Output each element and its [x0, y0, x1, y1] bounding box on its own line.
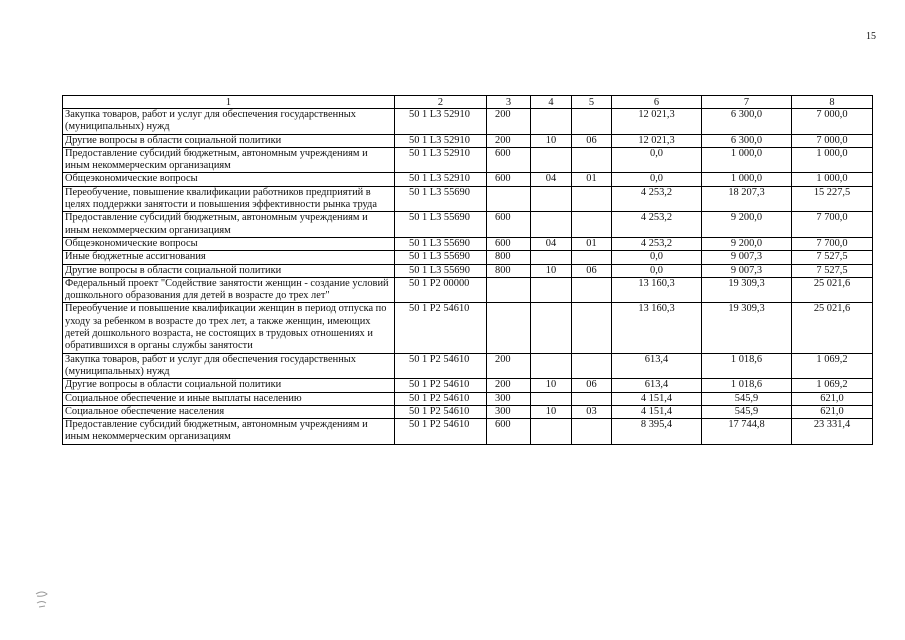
budget-table — [62, 95, 873, 445]
section-cell — [531, 392, 572, 405]
amount-3-cell: 25 021,6 — [792, 303, 873, 353]
target-article-cell: 50 1 P2 54610 — [395, 405, 487, 418]
amount-2-cell: 1 000,0 — [702, 147, 792, 173]
subsection-cell — [572, 147, 612, 173]
target-article-cell: 50 1 P2 54610 — [395, 303, 487, 353]
table-row — [63, 277, 873, 303]
section-cell: 04 — [531, 173, 572, 186]
section-cell: 10 — [531, 264, 572, 277]
subsection-cell — [572, 353, 612, 379]
section-cell: 10 — [531, 134, 572, 147]
expense-type-cell: 300 — [487, 405, 531, 418]
amount-2-cell: 18 207,3 — [702, 186, 792, 212]
expense-type-cell: 600 — [487, 173, 531, 186]
amount-3-cell: 7 527,5 — [792, 251, 873, 264]
subsection-cell: 06 — [572, 379, 612, 392]
subsection-cell — [572, 186, 612, 212]
row-name-cell: Федеральный проект "Содействие занятости женщин - создание условий дошкольного образования для детей в возрасте до трех лет" — [63, 277, 395, 303]
expense-type-cell — [487, 277, 531, 303]
amount-2-cell: 6 300,0 — [702, 134, 792, 147]
amount-1-cell: 0,0 — [612, 147, 702, 173]
amount-1-cell: 8 395,4 — [612, 419, 702, 445]
section-cell — [531, 251, 572, 264]
amount-2-cell: 545,9 — [702, 392, 792, 405]
scan-mark — [34, 590, 50, 612]
column-header-7: 7 — [702, 96, 792, 109]
amount-2-cell: 9 007,3 — [702, 251, 792, 264]
page-number: 15 — [866, 31, 876, 42]
target-article-cell: 50 1 P2 00000 — [395, 277, 487, 303]
amount-3-cell: 7 700,0 — [792, 212, 873, 238]
row-name-cell: Иные бюджетные ассигнования — [63, 251, 395, 264]
expense-type-cell: 200 — [487, 109, 531, 135]
amount-2-cell: 1 018,6 — [702, 353, 792, 379]
target-article-cell: 50 1 L3 55690 — [395, 212, 487, 238]
amount-2-cell: 9 200,0 — [702, 212, 792, 238]
table-row — [63, 186, 873, 212]
section-cell — [531, 186, 572, 212]
section-cell — [531, 277, 572, 303]
table-row — [63, 134, 873, 147]
amount-2-cell: 1 000,0 — [702, 173, 792, 186]
table-row — [63, 237, 873, 250]
expense-type-cell — [487, 186, 531, 212]
row-name-cell: Социальное обеспечение и иные выплаты населению — [63, 392, 395, 405]
row-name-cell: Общеэкономические вопросы — [63, 173, 395, 186]
amount-3-cell: 621,0 — [792, 405, 873, 418]
amount-3-cell: 1 069,2 — [792, 379, 873, 392]
amount-1-cell: 0,0 — [612, 251, 702, 264]
amount-2-cell: 19 309,3 — [702, 277, 792, 303]
amount-2-cell: 9 007,3 — [702, 264, 792, 277]
row-name-cell: Закупка товаров, работ и услуг для обеспечения государственных (муниципальных) нужд — [63, 109, 395, 135]
column-header-4: 4 — [531, 96, 572, 109]
section-cell: 10 — [531, 405, 572, 418]
target-article-cell: 50 1 L3 55690 — [395, 237, 487, 250]
amount-1-cell: 4 151,4 — [612, 405, 702, 418]
expense-type-cell: 600 — [487, 147, 531, 173]
row-name-cell: Переобучение и повышение квалификации женщин в период отпуска по уходу за ребенком в возрасте до трех лет, а также женщин, имеющих детей дошкольного возраста, не состоящих в трудовых отношениях и обратившихся в органы службы занятости — [63, 303, 395, 353]
amount-1-cell: 0,0 — [612, 173, 702, 186]
amount-1-cell: 4 253,2 — [612, 212, 702, 238]
amount-2-cell: 545,9 — [702, 405, 792, 418]
amount-1-cell: 0,0 — [612, 264, 702, 277]
row-name-cell: Предоставление субсидий бюджетным, автономным учреждениям и иным некоммерческим организациям — [63, 147, 395, 173]
section-cell — [531, 147, 572, 173]
section-cell: 04 — [531, 237, 572, 250]
row-name-cell: Закупка товаров, работ и услуг для обеспечения государственных (муниципальных) нужд — [63, 353, 395, 379]
subsection-cell — [572, 212, 612, 238]
amount-2-cell: 19 309,3 — [702, 303, 792, 353]
table-row — [63, 251, 873, 264]
expense-type-cell: 600 — [487, 237, 531, 250]
subsection-cell: 06 — [572, 264, 612, 277]
row-name-cell: Другие вопросы в области социальной политики — [63, 379, 395, 392]
expense-type-cell — [487, 303, 531, 353]
table-row — [63, 173, 873, 186]
row-name-cell: Другие вопросы в области социальной политики — [63, 134, 395, 147]
table-row — [63, 264, 873, 277]
column-header-3: 3 — [487, 96, 531, 109]
subsection-cell — [572, 303, 612, 353]
amount-1-cell: 4 253,2 — [612, 186, 702, 212]
column-header-2: 2 — [395, 96, 487, 109]
target-article-cell: 50 1 L3 52910 — [395, 134, 487, 147]
amount-3-cell: 25 021,6 — [792, 277, 873, 303]
section-cell — [531, 353, 572, 379]
row-name-cell: Другие вопросы в области социальной политики — [63, 264, 395, 277]
table-row — [63, 405, 873, 418]
expense-type-cell: 300 — [487, 392, 531, 405]
table-row — [63, 379, 873, 392]
target-article-cell: 50 1 P2 54610 — [395, 379, 487, 392]
amount-3-cell: 15 227,5 — [792, 186, 873, 212]
amount-3-cell: 1 000,0 — [792, 173, 873, 186]
subsection-cell — [572, 392, 612, 405]
row-name-cell: Предоставление субсидий бюджетным, автономным учреждениям и иным некоммерческим организациям — [63, 419, 395, 445]
expense-type-cell: 600 — [487, 212, 531, 238]
subsection-cell: 03 — [572, 405, 612, 418]
row-name-cell: Переобучение, повышение квалификации работников предприятий в целях поддержки занятости и повышения эффективности рынка труда — [63, 186, 395, 212]
amount-3-cell: 7 000,0 — [792, 109, 873, 135]
amount-3-cell: 23 331,4 — [792, 419, 873, 445]
target-article-cell: 50 1 L3 52910 — [395, 109, 487, 135]
expense-type-cell: 800 — [487, 251, 531, 264]
subsection-cell: 06 — [572, 134, 612, 147]
section-cell — [531, 109, 572, 135]
expense-type-cell: 600 — [487, 419, 531, 445]
amount-3-cell: 7 700,0 — [792, 237, 873, 250]
amount-2-cell: 9 200,0 — [702, 237, 792, 250]
target-article-cell: 50 1 P2 54610 — [395, 419, 487, 445]
target-article-cell: 50 1 L3 55690 — [395, 264, 487, 277]
column-header-6: 6 — [612, 96, 702, 109]
table-row — [63, 392, 873, 405]
header-row — [63, 96, 873, 109]
table-row — [63, 303, 873, 353]
table-row — [63, 212, 873, 238]
subsection-cell — [572, 109, 612, 135]
amount-2-cell: 6 300,0 — [702, 109, 792, 135]
amount-1-cell: 13 160,3 — [612, 303, 702, 353]
target-article-cell: 50 1 L3 52910 — [395, 173, 487, 186]
target-article-cell: 50 1 L3 52910 — [395, 147, 487, 173]
amount-3-cell: 621,0 — [792, 392, 873, 405]
expense-type-cell: 200 — [487, 134, 531, 147]
amount-1-cell: 12 021,3 — [612, 109, 702, 135]
amount-3-cell: 7 527,5 — [792, 264, 873, 277]
row-name-cell: Социальное обеспечение населения — [63, 405, 395, 418]
column-header-5: 5 — [572, 96, 612, 109]
section-cell — [531, 419, 572, 445]
section-cell — [531, 303, 572, 353]
subsection-cell: 01 — [572, 237, 612, 250]
target-article-cell: 50 1 P2 54610 — [395, 392, 487, 405]
amount-1-cell: 613,4 — [612, 379, 702, 392]
table-body — [63, 109, 873, 445]
target-article-cell: 50 1 L3 55690 — [395, 251, 487, 264]
subsection-cell — [572, 277, 612, 303]
amount-3-cell: 1 000,0 — [792, 147, 873, 173]
row-name-cell: Общеэкономические вопросы — [63, 237, 395, 250]
amount-2-cell: 17 744,8 — [702, 419, 792, 445]
expense-type-cell: 200 — [487, 353, 531, 379]
expense-type-cell: 200 — [487, 379, 531, 392]
subsection-cell — [572, 419, 612, 445]
row-name-cell: Предоставление субсидий бюджетным, автономным учреждениям и иным некоммерческим организациям — [63, 212, 395, 238]
section-cell — [531, 212, 572, 238]
subsection-cell — [572, 251, 612, 264]
amount-1-cell: 4 151,4 — [612, 392, 702, 405]
table-row — [63, 147, 873, 173]
amount-3-cell: 7 000,0 — [792, 134, 873, 147]
amount-1-cell: 13 160,3 — [612, 277, 702, 303]
table-row — [63, 353, 873, 379]
expense-type-cell: 800 — [487, 264, 531, 277]
amount-2-cell: 1 018,6 — [702, 379, 792, 392]
section-cell: 10 — [531, 379, 572, 392]
column-header-1: 1 — [63, 96, 395, 109]
subsection-cell: 01 — [572, 173, 612, 186]
target-article-cell: 50 1 L3 55690 — [395, 186, 487, 212]
table-row — [63, 109, 873, 135]
amount-1-cell: 4 253,2 — [612, 237, 702, 250]
target-article-cell: 50 1 P2 54610 — [395, 353, 487, 379]
column-header-8: 8 — [792, 96, 873, 109]
amount-1-cell: 12 021,3 — [612, 134, 702, 147]
amount-3-cell: 1 069,2 — [792, 353, 873, 379]
table-row — [63, 419, 873, 445]
amount-1-cell: 613,4 — [612, 353, 702, 379]
